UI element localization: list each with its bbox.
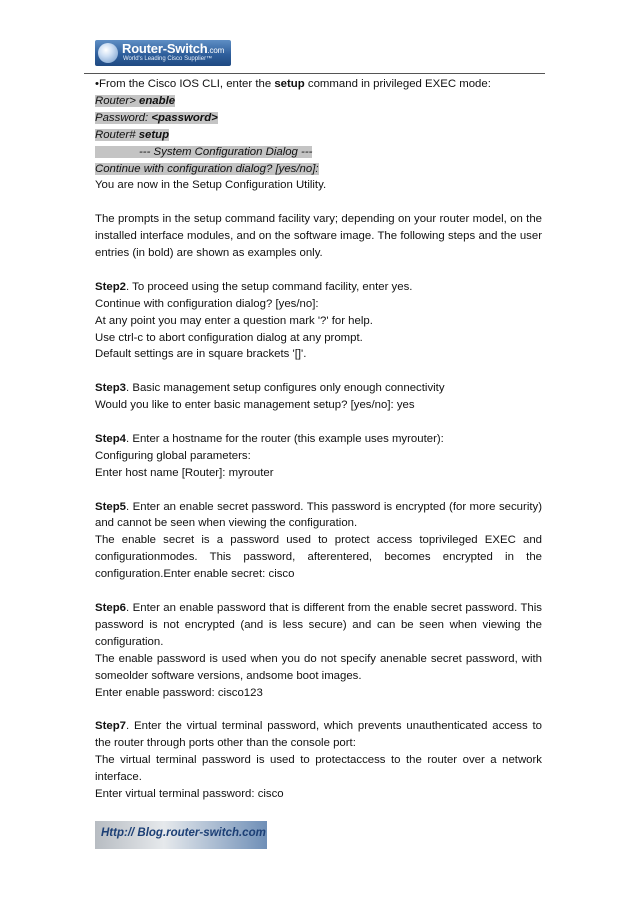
step3-heading: Step3. Basic management setup configures only enough connectivity [95, 382, 445, 395]
step6-heading: Step6. Enter an enable password that is different from the enable secret password. This password is not encrypted (and is less secure) and can be seen when viewing the configuration. [95, 602, 542, 648]
step4-line: Configuring global parameters: [95, 449, 251, 462]
step2-line: At any point you may enter a question mark '?' for help. [95, 314, 373, 327]
cli-line-setup: Router# setup [95, 128, 170, 141]
router-switch-logo [95, 40, 231, 66]
step5-paragraph: The enable secret is a password used to protect access toprivileged EXEC and configurationmodes. This password, afterentered, becomes encrypted in the configuration.Enter enable secret: cisco [95, 534, 542, 581]
cli-line-enable: Router> enable [95, 94, 176, 107]
step5-heading: Step5. Enter an enable secret password. This password is encrypted (for more security) and cannot be seen when viewing the configuration. [95, 500, 542, 530]
step6-line: Enter enable password: cisco123 [95, 686, 263, 699]
logo-tagline: World's Leading Cisco Supplier™ [123, 56, 213, 62]
document-body [95, 76, 542, 803]
header-rule [84, 73, 545, 74]
step7-heading: Step7. Enter the virtual terminal password, which prevents unauthenticated access to the router through ports other than the console port: [95, 720, 542, 750]
step2-line: Use ctrl-c to abort configuration dialog at any prompt. [95, 331, 363, 344]
step2-line: Default settings are in square brackets '[]'. [95, 348, 307, 361]
step7-line: Enter virtual terminal password: cisco [95, 787, 284, 800]
intro-line: •From the Cisco IOS CLI, enter the setup command in privileged EXEC mode: [95, 78, 491, 90]
step4-line: Enter host name [Router]: myrouter [95, 466, 274, 479]
paragraph-prompts: The prompts in the setup command facility vary; depending on your router model, on the installed interface modules, and on the software image. The following steps and the user entries (in bold) are shown as examples only. [95, 213, 542, 260]
footer-url: Http:// Blog.router-switch.com [101, 827, 266, 839]
step2-line: Continue with configuration dialog? [yes/no]: [95, 297, 319, 310]
setup-utility-line: You are now in the Setup Configuration Utility. [95, 179, 327, 192]
step7-paragraph: The virtual terminal password is used to protectaccess to the router over a network interface. [95, 754, 542, 784]
cli-line-dialog-title: --- System Configuration Dialog --- [95, 144, 542, 161]
cli-line-continue: Continue with configuration dialog? [yes/no]: [95, 162, 319, 175]
cli-line-password: Password: <password> [95, 111, 218, 124]
step3-line: Would you like to enter basic management setup? [yes/no]: yes [95, 399, 415, 412]
step6-paragraph: The enable password is used when you do not specify anenable secret password, with someolder software versions, andsome boot images. [95, 652, 542, 682]
blog-footer-banner [95, 821, 267, 849]
step4-heading: Step4. Enter a hostname for the router (this example uses myrouter): [95, 432, 444, 445]
logo-title: Router-Switch.com [122, 41, 225, 56]
step2-heading: Step2. To proceed using the setup command facility, enter yes. [95, 280, 413, 293]
logo-globe-icon [98, 43, 118, 63]
